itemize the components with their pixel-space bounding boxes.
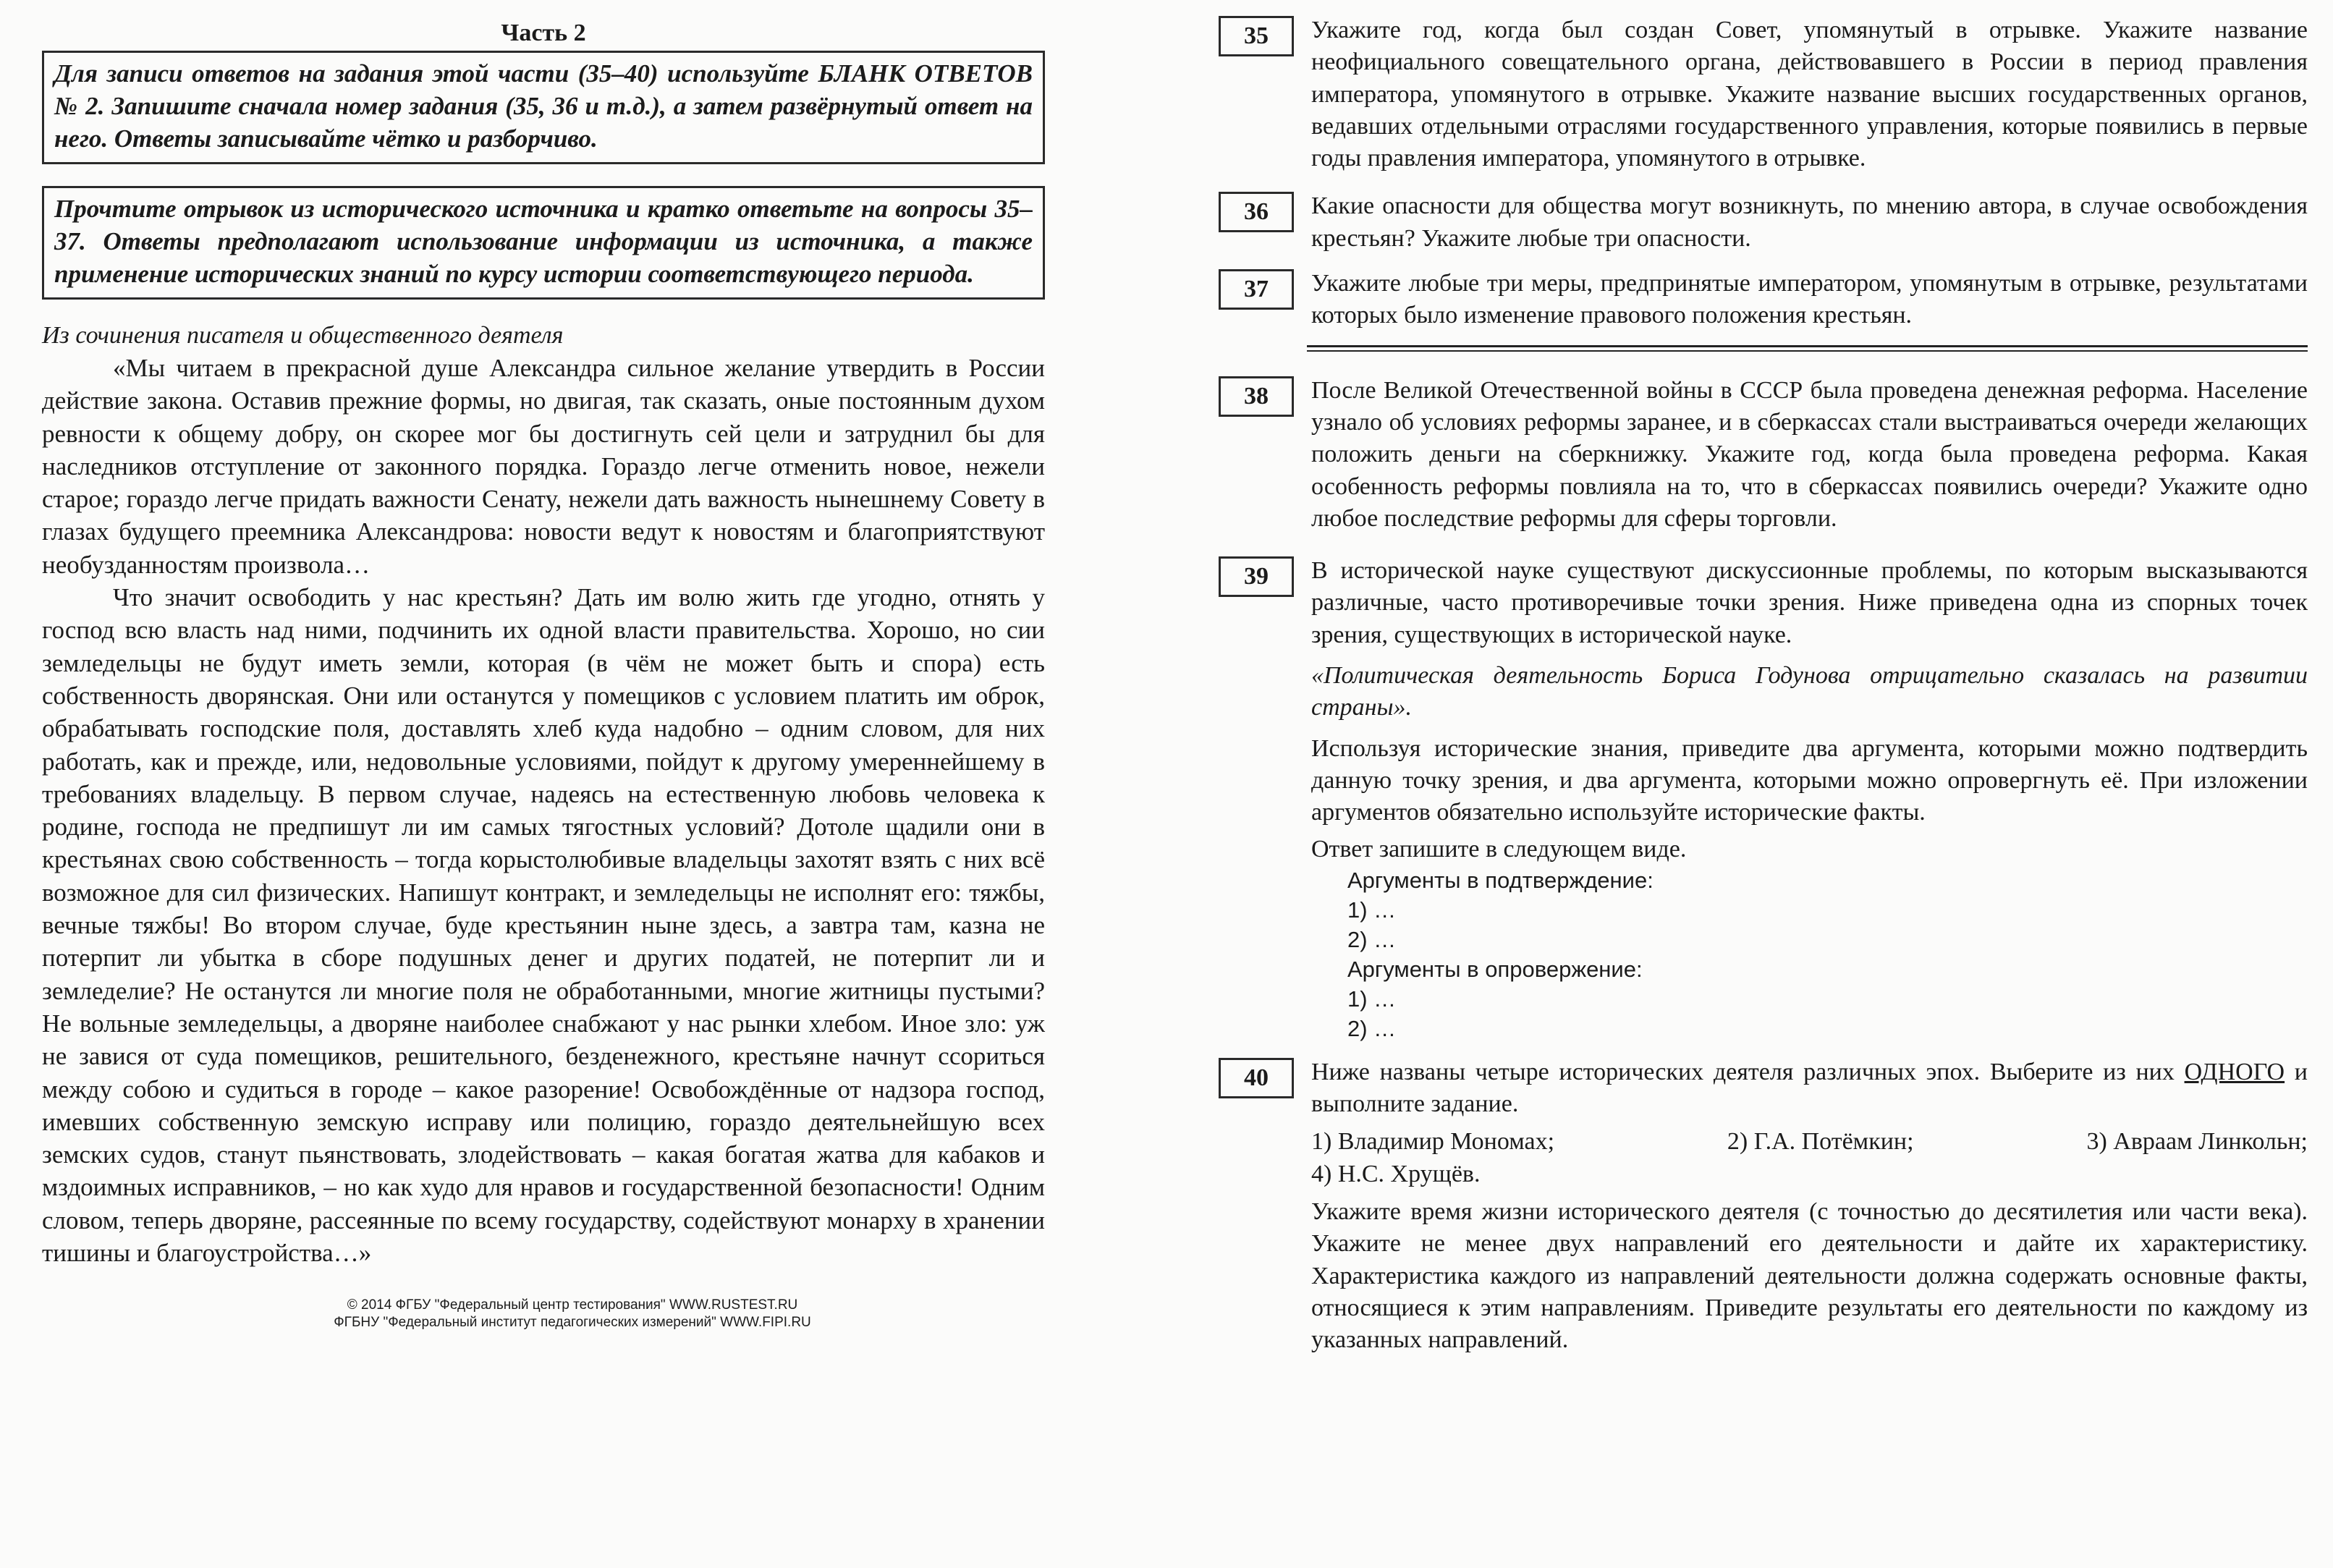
- task-40-intro-before: Ниже названы четыре исторических деятеля различных эпох. Выберите из них: [1311, 1058, 2185, 1085]
- task-number-35: 35: [1219, 16, 1294, 56]
- task-40: [1219, 1056, 2308, 1357]
- task-38-text: После Великой Отечественной войны в СССР была проведена денежная реформа. Население узнало об условиях реформы заранее, и в сберкассах стали выстраиваться очереди желающих положить деньги на сберкнижку. Укажите год, когда была проведена реформа. Какая особенность реформы повлияла на то, что в сберкассах появились очереди? Укажите одно любое последствие реформы для сферы торговли.: [1311, 376, 2308, 532]
- person-1: 1) Владимир Мономах;: [1311, 1128, 1555, 1156]
- task-number-39: 39: [1219, 556, 1294, 597]
- reading-instruction-box: Прочтите отрывок из исторического источника и кратко ответьте на вопросы 35–37. Ответы предполагают использование информации из источника, а также применение исторических знаний по курсу истории соответствующего периода.: [42, 186, 1045, 300]
- copyright-footer: [42, 1297, 1045, 1331]
- task-40-intro: [1311, 1056, 2308, 1121]
- task-number-40: 40: [1219, 1058, 1294, 1098]
- task-number-38: 38: [1219, 376, 1294, 417]
- task-40-intro-after: и выполните задание.: [1311, 1058, 2308, 1118]
- task-37: [1219, 268, 2308, 332]
- source-paragraph-2: Что значит освободить у нас крестьян? Дать им волю жить где угодно, отнять у господ всю власть над ними, подчинить их одной власти правительства. Хорошо, но сии земледельцы не будут иметь земли, которая (в чём не может быть и спора) есть собственность дворянская. Они или останутся у помещиков с условием платить им оброк, обрабатывать господские поля, доставлять хлеб куда надобно – одним словом, для них работать, как и прежде, или, недовольные условиями, пойдут к другому умереннейшему в требованиях владельцу. В первом случае, надеясь на естественную любовь человека к родине, господа не предпишут ли им самых тягостных условий? Дотоле щадили они в крестьянах свою собственность – тогда корыстолюбивые владельцы захотят взять с них всё возможное для сил физических. Напишут контракт, и земледельцы не исполнят его: тяжбы, вечные тяжбы! Во втором случае, буде крестьянин ныне здесь, а завтра там, казна не потерпит ли убытка в сборе подушных денег и других податей, не потерпит ли и земледелие? Не останутся ли многие поля не обработанными, многие житницы пустыми? Не вольные земледельцы, а дворяне наиболее снабжают у нас рынки хлебом. Иное зло: уж не завися от суда помещиков, решительного, безденежного, крестьяне начнут ссориться между собою и судиться в городе – какое разорение! Освобождённые от надзора господ, имевших собственную земскую исправу или полицию, гораздо деятельнейшую всех земских судов, станут пьянствовать, злодействовать – какая богатая жатва для кабаков и мздоимных исправников, – но как худо для нравов и государственной безопасности! Одним словом, теперь дворяне, рассеянные по всему государству, содействуют монарху в хранении тишины и благоустройства…»: [42, 583, 1045, 1268]
- task-number-36: 36: [1219, 192, 1294, 232]
- task-39-answer-form: Ответ запишите в следующем виде.: [1311, 835, 1687, 863]
- section-divider: [1307, 345, 2308, 352]
- person-4: 4) Н.С. Хрущёв.: [1311, 1160, 1481, 1187]
- task-39-answer-template: [1311, 865, 2308, 1043]
- instruction-box: Для записи ответов на задания этой части (35–40) используйте БЛАНК ОТВЕТОВ № 2. Запишите сначала номер задания (35, 36 и т.д.), а затем развёрнутый ответ на него. Ответы записывайте чётко и разборчиво.: [42, 51, 1045, 164]
- task-40-persons: [1311, 1126, 2308, 1158]
- task-39-body: [1311, 555, 2308, 1043]
- task-40-instruction: Укажите время жизни исторического деятеля (с точностью до десятилетия или части века). Укажите не менее двух направлений его деятельности и дайте их характеристику. Характеристика каждого из направлений деятельности должна содержать основные факты, относящиеся к этим направлениям. Приведите результаты его деятельности по каждому из указанных направлений.: [1311, 1198, 2308, 1354]
- part-title: Часть 2: [501, 20, 586, 46]
- task-39-intro: В исторической науке существуют дискуссионные проблемы, по которым высказываются различные, часто противоречивые точки зрения. Ниже приведена одна из спорных точек зрения, существующих в исторической науке.: [1311, 557, 2308, 648]
- person-3: 3) Авраам Линкольн;: [2086, 1128, 2308, 1156]
- task-37-text: Укажите любые три меры, предпринятые императором, упомянутым в отрывке, результатами которых было изменение правового положения крестьян.: [1311, 270, 2308, 329]
- task-number-37: 37: [1219, 269, 1294, 310]
- task-35: [1219, 14, 2308, 174]
- task-36: [1219, 190, 2308, 255]
- task-39: [1219, 555, 2308, 1043]
- person-2: 2) Г.А. Потёмкин;: [1727, 1128, 1914, 1156]
- footer-line-1: © 2014 ФГБУ "Федеральный центр тестирования" WWW.RUSTEST.RU: [347, 1297, 798, 1313]
- left-page: [42, 0, 1045, 1331]
- refute-heading: Аргументы в опровержение:: [1347, 956, 1643, 982]
- refute-item-2: 2) …: [1347, 1015, 1397, 1041]
- confirm-heading: Аргументы в подтверждение:: [1347, 867, 1654, 893]
- task-39-instruction: Используя исторические знания, приведите два аргумента, которыми можно подтвердить данную точку зрения, и два аргумента, которыми можно опровергнуть её. При изложении аргументов обязательно используйте исторические факты.: [1311, 734, 2308, 826]
- right-page: [1219, 0, 2308, 1357]
- task-36-text: Какие опасности для общества могут возникнуть, по мнению автора, в случае освобождения крестьян? Укажите любые три опасности.: [1311, 192, 2308, 252]
- task-40-intro-emphasis: ОДНОГО: [2184, 1058, 2285, 1085]
- footer-line-2: ФГБНУ "Федеральный институт педагогических измерений" WWW.FIPI.RU: [334, 1315, 811, 1331]
- task-38: [1219, 375, 2308, 535]
- confirm-item-1: 1) …: [1347, 897, 1397, 923]
- task-35-text: Укажите год, когда был создан Совет, упомянутый в отрывке. Укажите название неофициального совещательного органа, действовавшего в России в период правления императора, упомянутого в отрывке. Укажите название высших государственных органов, ведавших отдельными отраслями государственного управления, которые появились в первые годы правления императора, упомянутого в отрывке.: [1311, 17, 2308, 172]
- refute-item-1: 1) …: [1347, 986, 1397, 1012]
- confirm-item-2: 2) …: [1347, 926, 1397, 952]
- source-caption: Из сочинения писателя и общественного деятеля: [42, 322, 564, 349]
- source-paragraph-1: «Мы читаем в прекрасной душе Александра сильное желание утвердить в России действие закона. Оставив прежние формы, но двигая, так сказать, оные постоянным духом ревности к общему добру, он скорее мог бы достигнуть сей цели и затруднил бы для наследников отступление от законного порядка. Гораздо легче отменить новое, нежели старое; гораздо легче придать важности Сенату, нежели дать важность нынешнему Совету в глазах будущего преемника Александрова: новости ведут к новостям и благоприятствуют необузданностям произвола…: [42, 354, 1045, 579]
- task-39-quote: «Политическая деятельность Бориса Годунова отрицательно сказалась на развитии страны».: [1311, 662, 2308, 721]
- task-40-body: [1311, 1056, 2308, 1357]
